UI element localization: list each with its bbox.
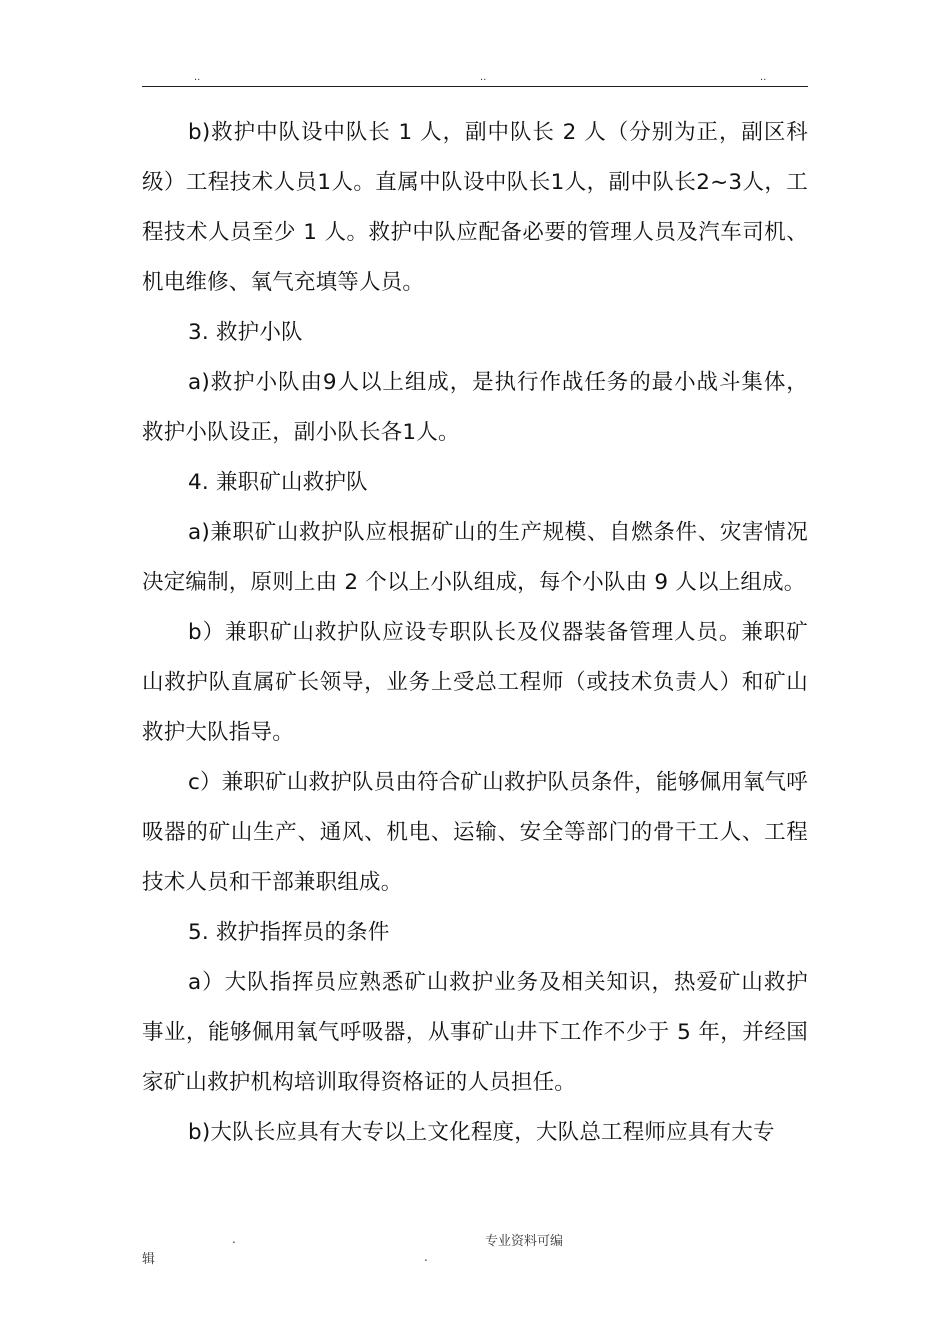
- footer-text-wrap: 辑: [142, 1252, 156, 1267]
- page-footer: [0, 1222, 950, 1282]
- paragraph-commander-b: b)大队长应具有大专以上文化程度，大队总工程师应具有大专: [188, 1120, 775, 1145]
- header-rule: [142, 86, 808, 87]
- paragraph-squadron-staffing: b)救护中队设中队长 1 人，副中队长 2 人（分别为正，副区科级）工程技术人员1人。直属中队设中队长1人，副中队长2~3人，工程技术人员至少 1 人。救护中队应配备必要的管理人员及汽车司机、机电维修、氧气充填等人员。: [142, 120, 808, 295]
- paragraph-commander-a: a）大队指挥员应熟悉矿山救护业务及相关知识，热爱矿山救护事业，能够佩用氧气呼吸器，从事矿山井下工作不少于 5 年，并经国家矿山救护机构培训取得资格证的人员担任。: [142, 970, 808, 1095]
- footer-dot-left: .: [232, 1232, 236, 1246]
- header-mark-center: ..: [480, 72, 487, 83]
- heading-commander-conditions: 5. 救护指挥员的条件: [188, 920, 390, 945]
- document-body: [142, 108, 808, 1158]
- paragraph-rescue-team: a)救护小队由9人以上组成，是执行作战任务的最小战斗集体，救护小队设正，副小队长各1人。: [142, 370, 808, 445]
- footer-dot-right: .: [424, 1250, 428, 1264]
- footer-text: 专业资料可编: [485, 1234, 564, 1249]
- header-mark-left: ..: [194, 72, 201, 83]
- paragraph-part-time-a: a)兼职矿山救护队应根据矿山的生产规模、自燃条件、灾害情况决定编制，原则上由 2 个以上小队组成，每个小队由 9 人以上组成。: [142, 520, 808, 595]
- paragraph-part-time-b: b）兼职矿山救护队应设专职队长及仪器装备管理人员。兼职矿山救护队直属矿长领导，业务上受总工程师（或技术负责人）和矿山救护大队指导。: [142, 620, 808, 745]
- paragraph-part-time-c: c）兼职矿山救护队员由符合矿山救护队员条件，能够佩用氧气呼吸器的矿山生产、通风、机电、运输、安全等部门的骨干工人、工程技术人员和干部兼职组成。: [142, 770, 808, 895]
- page-header: [142, 72, 808, 86]
- heading-part-time-team: 4. 兼职矿山救护队: [188, 470, 368, 495]
- header-mark-right: ..: [760, 72, 767, 83]
- heading-rescue-team: 3. 救护小队: [188, 320, 303, 345]
